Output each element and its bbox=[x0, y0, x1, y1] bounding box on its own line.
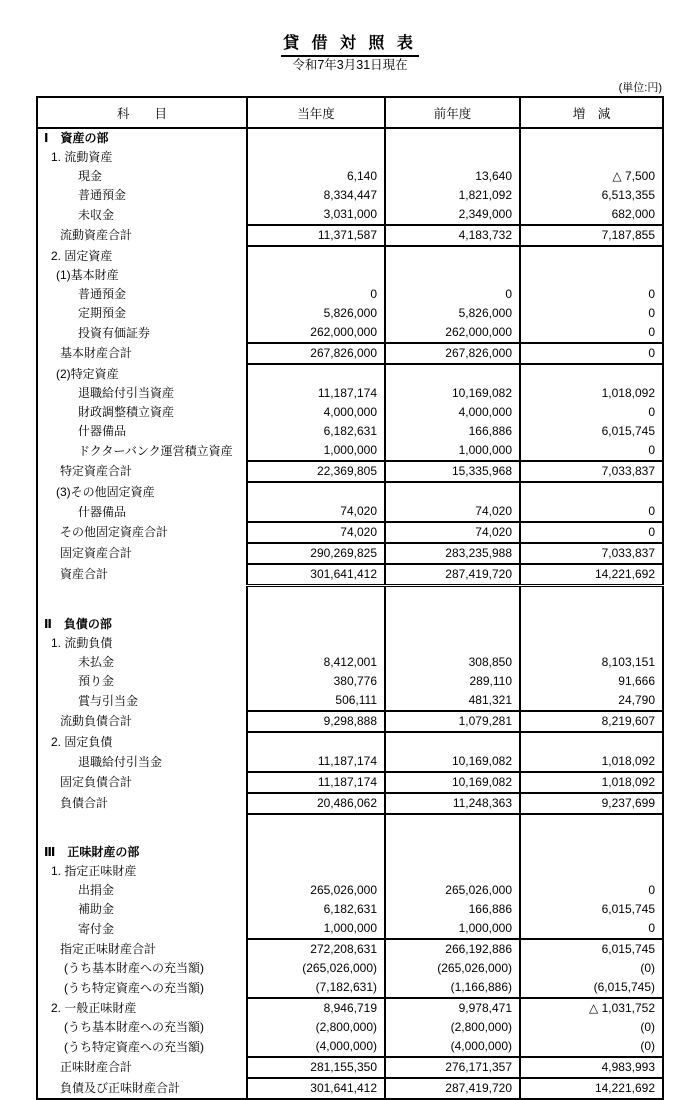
previous-value bbox=[385, 246, 520, 266]
previous-value: 1,079,281 bbox=[385, 711, 520, 732]
account-label: 普通預金 bbox=[78, 287, 127, 301]
table-row bbox=[37, 502, 663, 522]
table-row bbox=[37, 384, 663, 403]
table-row bbox=[37, 978, 663, 998]
change-value: (0) bbox=[520, 1037, 663, 1057]
current-value: 3,031,000 bbox=[247, 205, 385, 225]
previous-value bbox=[385, 364, 520, 384]
table-row bbox=[37, 304, 663, 323]
current-value: 8,946,719 bbox=[247, 998, 385, 1018]
previous-value: 283,235,988 bbox=[385, 543, 520, 564]
previous-value: 287,419,720 bbox=[385, 564, 520, 586]
account-label: 流動資産合計 bbox=[60, 228, 133, 242]
account-label: 特定資産合計 bbox=[60, 464, 133, 478]
change-value: 14,221,692 bbox=[520, 564, 663, 586]
change-value: 6,015,745 bbox=[520, 939, 663, 959]
current-value: 4,000,000 bbox=[247, 403, 385, 422]
account-label: 2. 固定資産 bbox=[51, 248, 113, 263]
previous-value bbox=[385, 814, 520, 843]
current-value: 1,000,000 bbox=[247, 441, 385, 461]
previous-value: 308,850 bbox=[385, 653, 520, 672]
previous-value: 289,110 bbox=[385, 672, 520, 691]
previous-value: 262,000,000 bbox=[385, 323, 520, 343]
table-row bbox=[37, 634, 663, 653]
header-row bbox=[37, 97, 663, 128]
spacer-row bbox=[37, 586, 663, 616]
previous-value: 10,169,082 bbox=[385, 772, 520, 793]
current-value: 267,826,000 bbox=[247, 343, 385, 364]
current-value bbox=[247, 814, 385, 843]
change-value: 0 bbox=[520, 343, 663, 364]
table-row bbox=[37, 793, 663, 814]
account-label: 固定負債合計 bbox=[60, 775, 133, 789]
previous-value: (2,800,000) bbox=[385, 1018, 520, 1037]
current-value: 8,412,001 bbox=[247, 653, 385, 672]
change-value: 14,221,692 bbox=[520, 1078, 663, 1099]
previous-value: 10,169,082 bbox=[385, 752, 520, 772]
account-label: 基本財産合計 bbox=[60, 346, 133, 360]
previous-value bbox=[385, 634, 520, 653]
previous-value: 267,826,000 bbox=[385, 343, 520, 364]
account-label: 什器備品 bbox=[78, 504, 127, 519]
previous-value bbox=[385, 586, 520, 616]
previous-value: 1,000,000 bbox=[385, 919, 520, 939]
account-label: Ⅱ 負債の部 bbox=[44, 617, 112, 631]
current-value: 6,182,631 bbox=[247, 422, 385, 441]
current-value bbox=[247, 148, 385, 167]
current-value bbox=[247, 266, 385, 285]
current-value: 20,486,062 bbox=[247, 793, 385, 814]
report-date: 令和7年3月31日現在 bbox=[292, 58, 408, 72]
previous-value: 2,349,000 bbox=[385, 205, 520, 225]
table-row bbox=[37, 522, 663, 543]
previous-value: 1,000,000 bbox=[385, 441, 520, 461]
previous-value bbox=[385, 266, 520, 285]
account-label: 1. 指定正味財産 bbox=[51, 864, 137, 878]
previous-value: (265,026,000) bbox=[385, 959, 520, 978]
current-value: 6,182,631 bbox=[247, 900, 385, 919]
change-value: 8,103,151 bbox=[520, 653, 663, 672]
table-row bbox=[37, 285, 663, 304]
previous-value: 166,886 bbox=[385, 422, 520, 441]
current-value: 1,000,000 bbox=[247, 919, 385, 939]
table-row bbox=[37, 246, 663, 266]
account-label: (3)その他固定資産 bbox=[56, 484, 155, 499]
table-row bbox=[37, 772, 663, 793]
current-value bbox=[247, 586, 385, 616]
account-label: 普通預金 bbox=[78, 188, 127, 202]
table-row bbox=[37, 205, 663, 225]
account-label: 投資有価証券 bbox=[78, 325, 151, 340]
account-label: 寄付金 bbox=[78, 921, 115, 936]
previous-value: 9,978,471 bbox=[385, 998, 520, 1018]
table-row bbox=[37, 482, 663, 502]
current-value: 22,369,805 bbox=[247, 461, 385, 482]
current-value: (4,000,000) bbox=[247, 1037, 385, 1057]
change-value bbox=[520, 246, 663, 266]
previous-value: 481,321 bbox=[385, 691, 520, 711]
change-value bbox=[520, 634, 663, 653]
previous-value bbox=[385, 615, 520, 634]
account-label bbox=[37, 586, 247, 616]
previous-value: (1,166,886) bbox=[385, 978, 520, 998]
table-row bbox=[37, 881, 663, 900]
previous-value: 287,419,720 bbox=[385, 1078, 520, 1099]
previous-value bbox=[385, 482, 520, 502]
current-value: 272,208,631 bbox=[247, 939, 385, 959]
account-label: 未払金 bbox=[78, 655, 115, 669]
change-value bbox=[520, 732, 663, 752]
change-value: △ 1,031,752 bbox=[520, 998, 663, 1018]
table-row bbox=[37, 959, 663, 978]
account-label: (うち基本財産への充当額) bbox=[64, 961, 204, 975]
current-value: 74,020 bbox=[247, 522, 385, 543]
change-value: 0 bbox=[520, 522, 663, 543]
account-label: その他固定資産合計 bbox=[60, 525, 169, 539]
table-row bbox=[37, 323, 663, 343]
current-value: 5,826,000 bbox=[247, 304, 385, 323]
unit-label: (単位:円) bbox=[618, 82, 662, 94]
change-value: 0 bbox=[520, 323, 663, 343]
table-row bbox=[37, 343, 663, 364]
change-value: 1,018,092 bbox=[520, 752, 663, 772]
current-value: 11,187,174 bbox=[247, 384, 385, 403]
table-row bbox=[37, 998, 663, 1018]
current-value: 11,371,587 bbox=[247, 225, 385, 246]
current-value: 380,776 bbox=[247, 672, 385, 691]
table-row bbox=[37, 1057, 663, 1078]
col-header-change: 増 減 bbox=[520, 97, 663, 128]
change-value: 4,983,993 bbox=[520, 1057, 663, 1078]
change-value: 7,187,855 bbox=[520, 225, 663, 246]
table-row bbox=[37, 862, 663, 881]
change-value: (0) bbox=[520, 1018, 663, 1037]
account-label bbox=[37, 814, 247, 843]
previous-value: 10,169,082 bbox=[385, 384, 520, 403]
change-value: 1,018,092 bbox=[520, 772, 663, 793]
change-value: 7,033,837 bbox=[520, 543, 663, 564]
account-label: 退職給付引当金 bbox=[78, 754, 163, 769]
account-label: (うち基本財産への充当額) bbox=[64, 1020, 204, 1034]
table-row bbox=[37, 167, 663, 186]
previous-value: 74,020 bbox=[385, 522, 520, 543]
table-row bbox=[37, 422, 663, 441]
page-title: 貸 借 対 照 表 bbox=[0, 30, 700, 53]
change-value: 0 bbox=[520, 441, 663, 461]
change-value: 0 bbox=[520, 881, 663, 900]
previous-value: 4,000,000 bbox=[385, 403, 520, 422]
account-label: 1. 流動負債 bbox=[51, 636, 113, 650]
account-label: 指定正味財産合計 bbox=[60, 941, 157, 956]
account-label: Ⅰ 資産の部 bbox=[44, 131, 109, 145]
current-value: 11,187,174 bbox=[247, 772, 385, 793]
change-value: 7,033,837 bbox=[520, 461, 663, 482]
change-value: 8,219,607 bbox=[520, 711, 663, 732]
current-value: 301,641,412 bbox=[247, 1078, 385, 1099]
change-value: 24,790 bbox=[520, 691, 663, 711]
account-label: (うち特定資産への充当額) bbox=[64, 980, 204, 995]
current-value: 506,111 bbox=[247, 691, 385, 711]
table-row bbox=[37, 752, 663, 772]
previous-value: 0 bbox=[385, 285, 520, 304]
change-value bbox=[520, 862, 663, 881]
table-row bbox=[37, 732, 663, 752]
change-value: 91,666 bbox=[520, 672, 663, 691]
account-label: 負債合計 bbox=[60, 796, 109, 810]
table-row bbox=[37, 403, 663, 422]
change-value bbox=[520, 128, 663, 148]
current-value bbox=[247, 246, 385, 266]
table-row bbox=[37, 461, 663, 482]
change-value: 0 bbox=[520, 919, 663, 939]
previous-value: 15,335,968 bbox=[385, 461, 520, 482]
account-label: 資産合計 bbox=[60, 567, 109, 582]
current-value: 290,269,825 bbox=[247, 543, 385, 564]
change-value: △ 7,500 bbox=[520, 167, 663, 186]
table-row bbox=[37, 919, 663, 939]
table-row bbox=[37, 1078, 663, 1099]
account-label: 2. 一般正味財産 bbox=[51, 1000, 137, 1015]
account-label: ドクターバンク運営積立資産 bbox=[78, 443, 233, 458]
previous-value: 265,026,000 bbox=[385, 881, 520, 900]
table-row bbox=[37, 441, 663, 461]
balance-sheet-table bbox=[36, 96, 664, 1100]
balance-sheet-body bbox=[37, 128, 663, 1099]
account-label: (2)特定資産 bbox=[56, 366, 119, 381]
account-label: 正味財産合計 bbox=[60, 1060, 133, 1074]
current-value: 74,020 bbox=[247, 502, 385, 522]
previous-value bbox=[385, 732, 520, 752]
current-value: 6,140 bbox=[247, 167, 385, 186]
account-label: 1. 流動資産 bbox=[51, 150, 113, 164]
table-row bbox=[37, 148, 663, 167]
change-value: 6,513,355 bbox=[520, 186, 663, 205]
change-value: (6,015,745) bbox=[520, 978, 663, 998]
account-label: 未収金 bbox=[78, 207, 115, 222]
previous-value: 166,886 bbox=[385, 900, 520, 919]
change-value bbox=[520, 814, 663, 843]
change-value bbox=[520, 843, 663, 862]
current-value bbox=[247, 862, 385, 881]
table-row bbox=[37, 1037, 663, 1057]
account-label: 流動負債合計 bbox=[60, 714, 133, 728]
previous-value: 74,020 bbox=[385, 502, 520, 522]
change-value: 682,000 bbox=[520, 205, 663, 225]
current-value bbox=[247, 634, 385, 653]
account-label: 固定資産合計 bbox=[60, 546, 133, 560]
previous-value: 266,192,886 bbox=[385, 939, 520, 959]
change-value: (0) bbox=[520, 959, 663, 978]
previous-value bbox=[385, 862, 520, 881]
current-value bbox=[247, 364, 385, 384]
account-label: 退職給付引当資産 bbox=[78, 386, 175, 400]
current-value: 0 bbox=[247, 285, 385, 304]
account-label: Ⅲ 正味財産の部 bbox=[44, 845, 140, 859]
account-label: 現金 bbox=[78, 169, 103, 183]
table-row bbox=[37, 653, 663, 672]
account-label: (1)基本財産 bbox=[56, 268, 119, 282]
change-value: 9,237,699 bbox=[520, 793, 663, 814]
current-value bbox=[247, 615, 385, 634]
table-row bbox=[37, 364, 663, 384]
current-value bbox=[247, 843, 385, 862]
table-row bbox=[37, 691, 663, 711]
col-header-previous: 前年度 bbox=[385, 97, 520, 128]
table-row bbox=[37, 711, 663, 732]
account-label: 什器備品 bbox=[78, 424, 127, 438]
previous-value bbox=[385, 843, 520, 862]
change-value bbox=[520, 148, 663, 167]
account-label: 預り金 bbox=[78, 674, 115, 688]
previous-value: 276,171,357 bbox=[385, 1057, 520, 1078]
current-value: 11,187,174 bbox=[247, 752, 385, 772]
previous-value: 4,183,732 bbox=[385, 225, 520, 246]
table-row bbox=[37, 672, 663, 691]
current-value: 262,000,000 bbox=[247, 323, 385, 343]
table-row bbox=[37, 564, 663, 586]
change-value: 6,015,745 bbox=[520, 422, 663, 441]
change-value bbox=[520, 615, 663, 634]
table-row bbox=[37, 543, 663, 564]
table-row bbox=[37, 900, 663, 919]
previous-value: (4,000,000) bbox=[385, 1037, 520, 1057]
account-label: 財政調整積立資産 bbox=[78, 405, 175, 419]
previous-value: 11,248,363 bbox=[385, 793, 520, 814]
current-value bbox=[247, 732, 385, 752]
previous-value: 5,826,000 bbox=[385, 304, 520, 323]
account-label: 2. 固定負債 bbox=[51, 734, 113, 749]
table-row bbox=[37, 615, 663, 634]
current-value bbox=[247, 128, 385, 148]
previous-value bbox=[385, 148, 520, 167]
table-row bbox=[37, 266, 663, 285]
spacer-row bbox=[37, 814, 663, 843]
current-value: (7,182,631) bbox=[247, 978, 385, 998]
current-value: 8,334,447 bbox=[247, 186, 385, 205]
col-header-account: 科 目 bbox=[37, 97, 247, 128]
table-row bbox=[37, 1018, 663, 1037]
table-row bbox=[37, 128, 663, 148]
change-value: 0 bbox=[520, 403, 663, 422]
table-row bbox=[37, 843, 663, 862]
table-row bbox=[37, 225, 663, 246]
current-value: 281,155,350 bbox=[247, 1057, 385, 1078]
current-value: 265,026,000 bbox=[247, 881, 385, 900]
previous-value: 13,640 bbox=[385, 167, 520, 186]
change-value bbox=[520, 482, 663, 502]
change-value bbox=[520, 364, 663, 384]
change-value: 6,015,745 bbox=[520, 900, 663, 919]
current-value: 9,298,888 bbox=[247, 711, 385, 732]
change-value: 0 bbox=[520, 304, 663, 323]
col-header-current: 当年度 bbox=[247, 97, 385, 128]
current-value: (2,800,000) bbox=[247, 1018, 385, 1037]
account-label: (うち特定資産への充当額) bbox=[64, 1039, 204, 1054]
change-value bbox=[520, 266, 663, 285]
change-value: 0 bbox=[520, 285, 663, 304]
account-label: 補助金 bbox=[78, 902, 115, 916]
account-label: 賞与引当金 bbox=[78, 693, 139, 708]
account-label: 定期預金 bbox=[78, 306, 127, 320]
change-value: 0 bbox=[520, 502, 663, 522]
change-value: 1,018,092 bbox=[520, 384, 663, 403]
previous-value bbox=[385, 128, 520, 148]
table-row bbox=[37, 939, 663, 959]
change-value bbox=[520, 586, 663, 616]
current-value: 301,641,412 bbox=[247, 564, 385, 586]
account-label: 負債及び正味財産合計 bbox=[60, 1080, 181, 1095]
account-label: 出捐金 bbox=[78, 883, 115, 897]
table-row bbox=[37, 186, 663, 205]
current-value: (265,026,000) bbox=[247, 959, 385, 978]
current-value bbox=[247, 482, 385, 502]
previous-value: 1,821,092 bbox=[385, 186, 520, 205]
